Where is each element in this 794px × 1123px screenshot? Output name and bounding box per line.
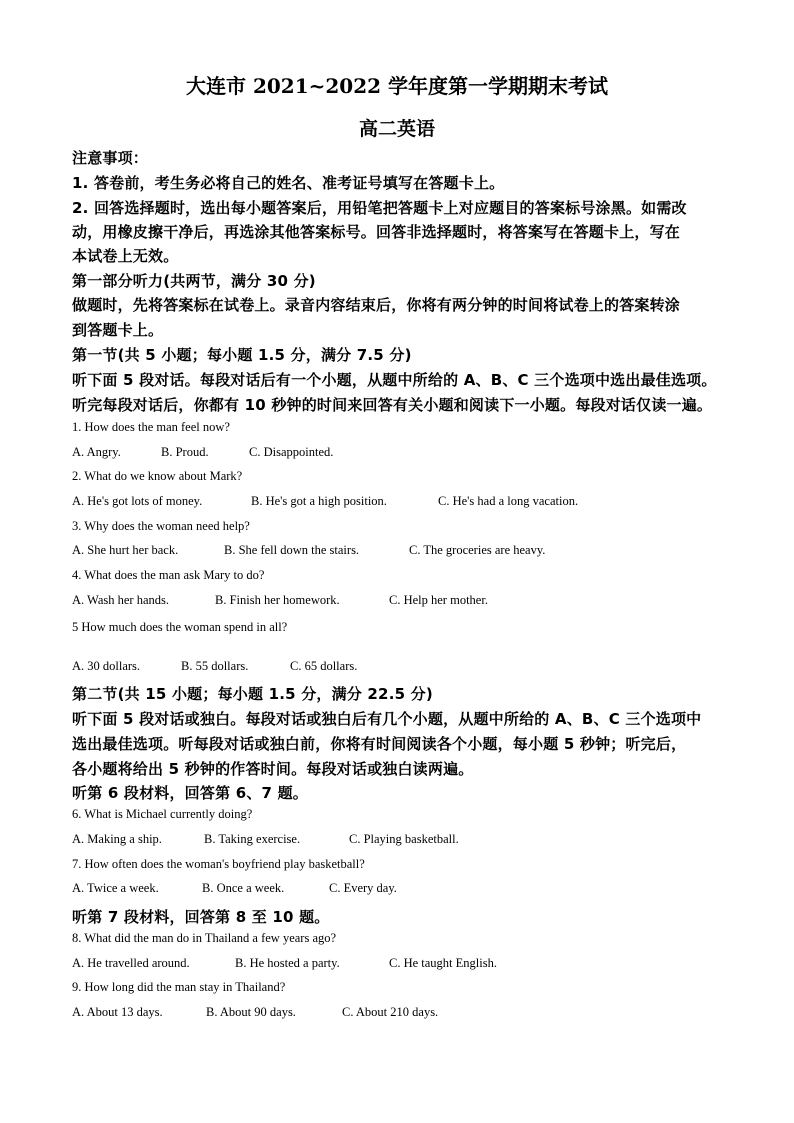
option-b: B. Finish her homework. [215,593,340,607]
section1-instruction-line-2: 听完每段对话后，你都有 10 秒钟的时间来回答有关小题和阅读下一小题。每段对话仅读一遍。 [72,396,713,414]
part1-intro-line-2: 到答题卡上。 [72,321,164,339]
option-row [72,881,397,896]
option-c: C. Help her mother. [389,593,488,607]
question-stem: 9. How long did the man stay in Thailand? [72,980,286,994]
option-a: A. Wash her hands. [72,593,170,607]
option-c: C. About 210 days. [342,1005,439,1019]
option-b: B. She fell down the stairs. [224,543,360,557]
option-b: B. He's got a high position. [251,494,387,508]
notes-item-2-line-2: 动，用橡皮擦干净后，再选涂其他答案标号。回答非选择题时，将答案写在答题卡上，写在 [72,223,681,241]
option-a: A. About 13 days. [72,1005,163,1019]
option-c: C. Disappointed. [249,445,334,459]
section1-instruction-line-1: 听下面 5 段对话。每段对话后有一个小题，从题中所给的 A、B、C 三个选项中选出最佳选项。 [72,371,717,389]
section2-instruction-line-1: 听下面 5 段对话或独白。每段对话或独白后有几个小题，从题中所给的 A、B、C 三个选项中 [72,710,702,728]
part1-intro-line-1: 做题时，先将答案标在试卷上。录音内容结束后，你将有两分钟的时间将试卷上的答案转涂 [72,296,681,314]
option-a: A. 30 dollars. [72,659,141,673]
section1-heading: 第一节(共 5 小题；每小题 1.5 分，满分 7.5 分) [72,346,412,364]
option-row [72,659,357,674]
question-stem: 3. Why does the woman need help? [72,519,250,533]
question-stem: 6. What is Michael currently doing? [72,807,253,821]
option-b: B. Proud. [161,445,209,459]
option-row [72,832,459,847]
option-b: B. He hosted a party. [235,956,340,970]
section2-instruction-line-2: 选出最佳选项。听每段对话或独白前，你将有时间阅读各个小题，每小题 5 秒钟；听完后， [72,735,687,753]
question-stem: 1. How does the man feel now? [72,420,230,434]
question-stem: 2. What do we know about Mark? [72,469,243,483]
notes-item-2-line-1: 2. 回答选择题时，选出每小题答案后，用铅笔把答题卡上对应题目的答案标号涂黑。如需改 [72,199,687,217]
option-row [72,593,488,608]
part1-heading: 第一部分听力(共两节，满分 30 分) [72,272,316,290]
option-a: A. He travelled around. [72,956,190,970]
notes-item-1: 1. 答卷前，考生务必将自己的姓名、准考证号填写在答题卡上。 [72,174,505,192]
option-a: A. She hurt her back. [72,543,179,557]
option-row [72,956,497,971]
option-c: C. He's had a long vacation. [438,494,579,508]
question-stem: 4. What does the man ask Mary to do? [72,568,265,582]
question-stem: 5 How much does the woman spend in all? [72,620,288,634]
option-row [72,445,333,460]
option-a: A. Making a ship. [72,832,162,846]
option-c: C. 65 dollars. [290,659,358,673]
question-stem: 8. What did the man do in Thailand a few years ago? [72,931,337,945]
option-c: C. He taught English. [389,956,497,970]
option-a: A. Twice a week. [72,881,159,895]
option-a: A. Angry. [72,445,121,459]
option-row [72,543,545,558]
option-c: C. Every day. [329,881,397,895]
section2-heading: 第二节(共 15 小题；每小题 1.5 分，满分 22.5 分) [72,685,433,703]
section2-instruction-line-3: 各小题将给出 5 秒钟的作答时间。每段对话或独白读两遍。 [72,760,474,778]
option-a: A. He's got lots of money. [72,494,203,508]
material-6-heading: 听第 6 段材料，回答第 6、7 题。 [72,784,309,802]
option-b: B. About 90 days. [206,1005,296,1019]
notes-item-2-line-3: 本试卷上无效。 [72,247,179,265]
option-b: B. Once a week. [202,881,285,895]
exam-subject: 高二英语 [358,118,435,140]
notes-heading: 注意事项： [72,149,149,167]
material-7-heading: 听第 7 段材料，回答第 8 至 10 题。 [72,908,330,926]
option-b: B. 55 dollars. [181,659,249,673]
option-c: C. The groceries are heavy. [409,543,546,557]
option-b: B. Taking exercise. [204,832,301,846]
exam-title: 大连市 2021~2022 学年度第一学期期末考试 [185,74,608,98]
option-c: C. Playing basketball. [349,832,459,846]
option-row [72,1005,438,1020]
question-stem: 7. How often does the woman's boyfriend play basketball? [72,857,365,871]
option-row [72,494,578,509]
